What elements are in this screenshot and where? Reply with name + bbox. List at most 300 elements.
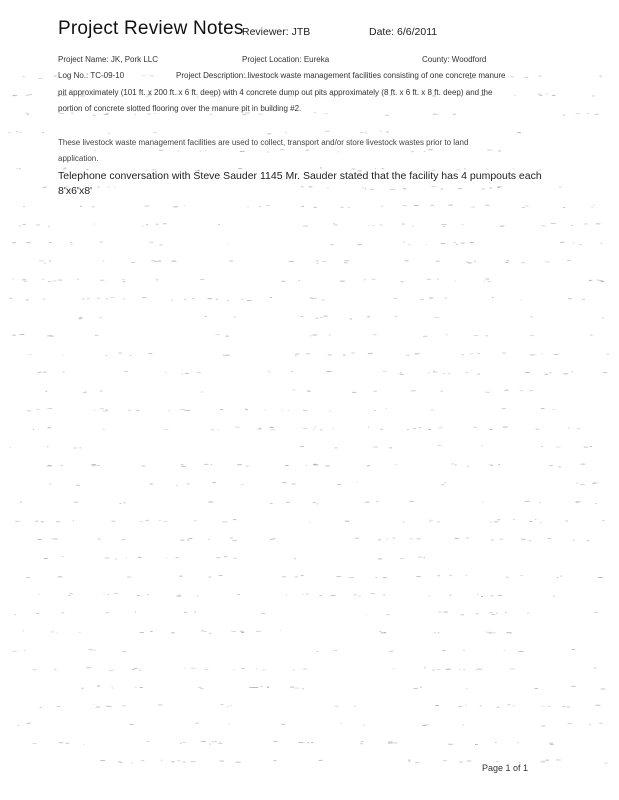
scan-speck — [142, 297, 147, 298]
scan-speck — [438, 575, 441, 576]
scan-speck — [358, 244, 362, 245]
scan-speck — [399, 374, 402, 375]
scan-speck — [444, 298, 447, 299]
scan-speck — [340, 723, 342, 724]
scan-speck — [489, 612, 493, 613]
scan-speck — [595, 705, 600, 706]
scan-speck — [224, 556, 227, 557]
scan-speck — [106, 355, 108, 356]
scan-speck — [498, 464, 500, 465]
scan-speck — [134, 114, 136, 115]
scan-speck — [393, 538, 395, 539]
scan-speck — [567, 260, 571, 261]
scan-speck — [142, 75, 145, 76]
scan-speck — [233, 540, 238, 541]
scan-speck — [595, 503, 597, 504]
scan-speck — [205, 150, 206, 151]
scan-speck — [130, 724, 134, 725]
scan-speck — [47, 335, 52, 336]
scan-speck — [43, 299, 46, 300]
scan-speck — [314, 207, 317, 208]
scan-speck — [97, 187, 99, 188]
scan-speck — [171, 632, 175, 633]
scan-speck — [257, 429, 261, 430]
scan-speck — [427, 279, 431, 280]
scan-speck — [502, 353, 506, 354]
scan-speck — [100, 408, 104, 409]
scan-speck — [292, 484, 295, 485]
scan-speck — [99, 538, 100, 539]
scan-speck — [435, 705, 439, 706]
scan-speck — [489, 429, 492, 430]
scan-speck — [319, 595, 322, 596]
scan-speck — [408, 761, 410, 762]
scan-speck — [317, 263, 319, 264]
scan-speck — [379, 631, 381, 632]
scan-speck — [306, 465, 307, 466]
scan-speck — [599, 723, 603, 724]
scan-speck — [401, 281, 404, 282]
scan-speck — [47, 446, 49, 447]
scan-speck — [444, 482, 446, 483]
scan-speck — [180, 409, 185, 410]
scan-speck — [241, 484, 244, 485]
scan-speck — [466, 575, 467, 576]
scan-speck — [118, 353, 122, 354]
scan-speck — [61, 465, 63, 466]
scan-speck — [589, 724, 592, 725]
scan-speck — [541, 726, 545, 727]
notes-paragraph-line-2: application. — [58, 154, 99, 163]
scan-speck — [529, 540, 531, 541]
scan-speck — [32, 669, 37, 670]
scan-speck — [184, 299, 185, 300]
scan-speck — [208, 539, 209, 540]
scan-speck — [147, 741, 149, 742]
scan-speck — [490, 522, 492, 523]
scan-speck — [442, 373, 445, 374]
scan-speck — [43, 372, 47, 373]
scan-speck — [403, 242, 404, 243]
scan-speck — [100, 280, 105, 281]
scan-speck — [226, 336, 229, 337]
scan-speck — [317, 261, 319, 262]
scan-speck — [154, 113, 155, 114]
scan-speck — [484, 281, 485, 282]
scan-speck — [100, 391, 102, 392]
scan-speck — [554, 354, 559, 355]
scan-speck — [573, 242, 575, 243]
scan-speck — [229, 723, 230, 724]
scan-speck — [230, 538, 233, 539]
project-location-field: Project Location: Eureka — [242, 55, 330, 64]
scan-speck — [150, 631, 152, 632]
scan-speck — [435, 317, 440, 318]
scan-speck — [184, 205, 186, 206]
scan-speck — [131, 763, 132, 764]
scan-speck — [492, 297, 493, 298]
scan-speck — [452, 464, 454, 465]
scan-speck — [429, 520, 433, 521]
scan-speck — [441, 189, 444, 190]
scan-speck — [313, 502, 316, 503]
scan-speck — [525, 205, 528, 206]
scan-speck — [66, 743, 70, 744]
scan-speck — [62, 355, 63, 356]
scan-speck — [201, 630, 204, 631]
scan-speck — [540, 522, 542, 523]
scan-speck — [219, 761, 224, 762]
scan-speck — [138, 557, 142, 558]
scan-speck — [455, 281, 457, 282]
scan-speck — [42, 132, 44, 133]
scan-speck — [271, 427, 274, 428]
scan-speck — [200, 279, 205, 280]
scan-speck — [77, 279, 79, 280]
scan-speck — [261, 686, 263, 687]
scan-speck — [52, 538, 55, 539]
scan-speck — [19, 226, 21, 227]
scan-speck — [60, 113, 65, 114]
scan-speck — [424, 667, 426, 668]
scan-speck — [449, 575, 452, 576]
scan-speck — [58, 280, 62, 281]
scan-speck — [108, 594, 110, 595]
scan-speck — [381, 206, 383, 207]
scan-speck — [233, 558, 237, 559]
scan-speck — [296, 354, 300, 355]
scan-speck — [106, 298, 108, 299]
scan-speck — [487, 150, 492, 151]
scan-speck — [76, 485, 80, 486]
scan-speck — [74, 502, 79, 503]
scan-speck — [50, 336, 54, 337]
scan-speck — [20, 334, 25, 335]
scan-speck — [428, 429, 431, 430]
scan-speck — [334, 650, 338, 651]
scan-speck — [43, 187, 47, 188]
scan-speck — [273, 538, 275, 539]
scan-speck — [495, 742, 497, 743]
scan-speck — [325, 466, 329, 467]
scan-speck — [527, 612, 529, 613]
scan-speck — [485, 335, 488, 336]
scan-speck — [124, 371, 128, 372]
scan-speck — [234, 317, 236, 318]
scan-speck — [419, 427, 422, 428]
scan-speck — [309, 522, 311, 523]
scan-speck — [486, 632, 489, 633]
scan-speck — [104, 594, 105, 595]
scan-speck — [41, 521, 44, 522]
scan-speck — [491, 540, 494, 541]
scan-speck — [545, 261, 550, 262]
scan-speck — [368, 317, 370, 318]
scan-speck — [317, 503, 318, 504]
scan-speck — [295, 576, 299, 577]
scan-speck — [324, 113, 327, 114]
scan-speck — [23, 224, 26, 225]
project-name-field: Project Name: JK, Pork LLC — [58, 55, 159, 64]
scan-speck — [499, 539, 503, 540]
scan-speck — [118, 761, 121, 762]
scan-speck — [270, 297, 272, 298]
scan-speck — [546, 760, 550, 761]
scan-speck — [165, 372, 166, 373]
scan-speck — [39, 260, 44, 261]
scan-speck — [502, 225, 505, 226]
scan-speck — [147, 594, 149, 595]
scan-speck — [260, 206, 262, 207]
county-field: County: Woodford — [422, 55, 487, 64]
scan-speck — [112, 521, 115, 522]
scan-speck — [26, 242, 31, 243]
scan-speck — [135, 612, 136, 613]
scan-speck — [227, 706, 229, 707]
scan-speck — [386, 614, 389, 615]
scan-speck — [541, 446, 543, 447]
scan-speck — [219, 575, 223, 576]
scan-speck — [158, 705, 163, 706]
scan-speck — [542, 353, 543, 354]
scan-speck — [100, 242, 103, 243]
scan-speck — [33, 743, 37, 744]
scan-speck — [267, 687, 269, 688]
scan-speck — [227, 355, 230, 356]
scan-speck — [230, 705, 232, 706]
scan-speck — [268, 371, 270, 372]
scan-speck — [82, 688, 84, 689]
scan-speck — [141, 760, 145, 761]
scan-speck — [112, 686, 113, 687]
scan-speck — [29, 94, 32, 95]
scan-speck — [210, 744, 211, 745]
scan-speck — [548, 706, 550, 707]
scan-speck — [494, 521, 498, 522]
scan-speck — [369, 225, 370, 226]
scan-speck — [299, 280, 300, 281]
scan-speck — [233, 519, 236, 520]
scan-speck — [212, 742, 215, 743]
scan-speck — [448, 205, 453, 206]
scan-speck — [26, 723, 31, 724]
scan-speck — [367, 465, 370, 466]
scan-speck — [245, 409, 247, 410]
scan-speck — [498, 151, 501, 152]
scan-speck — [294, 558, 296, 559]
scan-speck — [24, 281, 27, 282]
scan-speck — [455, 538, 457, 539]
scan-speck — [109, 670, 114, 671]
scan-speck — [601, 281, 605, 282]
scan-speck — [556, 447, 561, 448]
scan-speck — [436, 261, 440, 262]
scan-speck — [483, 501, 484, 502]
scan-speck — [539, 502, 541, 503]
scan-speck — [409, 501, 414, 502]
scan-speck — [208, 577, 211, 578]
scan-speck — [44, 558, 48, 559]
scan-speck — [498, 595, 502, 596]
scan-speck — [486, 392, 490, 393]
scan-speck — [12, 279, 14, 280]
scan-speck — [171, 300, 173, 301]
reviewer-field: Reviewer: JTB — [242, 26, 311, 38]
scan-speck — [262, 613, 266, 614]
scan-speck — [437, 279, 438, 280]
scan-speck — [209, 502, 214, 503]
scan-speck — [431, 205, 434, 206]
scan-speck — [262, 670, 265, 671]
scan-speck — [240, 631, 244, 632]
scan-speck — [273, 741, 277, 742]
scan-speck — [282, 281, 286, 282]
scan-speck — [156, 224, 159, 225]
scan-speck — [321, 299, 324, 300]
scan-speck — [303, 226, 308, 227]
scan-speck — [320, 317, 323, 318]
scan-speck — [302, 594, 303, 595]
scan-speck — [122, 705, 126, 706]
scan-speck — [12, 242, 16, 243]
scan-speck — [49, 484, 52, 485]
scan-speck — [529, 390, 532, 391]
scan-speck — [538, 94, 542, 95]
scan-speck — [151, 260, 154, 261]
scan-speck — [433, 114, 435, 115]
scan-speck — [320, 168, 322, 169]
scan-speck — [204, 464, 209, 465]
scan-speck — [431, 186, 436, 187]
scan-speck — [386, 408, 387, 409]
scan-speck — [440, 391, 443, 392]
scan-speck — [176, 261, 177, 262]
scan-speck — [200, 688, 203, 689]
scan-speck — [459, 669, 460, 670]
scan-speck — [164, 521, 168, 522]
scan-speck — [320, 429, 322, 430]
scan-speck — [241, 632, 244, 633]
scan-speck — [38, 594, 39, 595]
scan-speck — [135, 687, 137, 688]
scan-speck — [453, 114, 456, 115]
scan-speck — [146, 224, 148, 225]
scan-speck — [310, 298, 314, 299]
scan-speck — [407, 429, 409, 430]
scan-speck — [54, 76, 57, 77]
scan-speck — [411, 390, 416, 391]
scan-speck — [525, 372, 529, 373]
scan-speck — [42, 279, 44, 280]
scan-speck — [375, 410, 376, 411]
scan-speck — [505, 612, 507, 613]
scan-speck — [270, 539, 274, 540]
page-title: Project Review Notes — [58, 18, 244, 39]
scan-speck — [80, 206, 82, 207]
scan-speck — [13, 95, 17, 96]
scan-speck — [83, 744, 84, 745]
scan-speck — [376, 577, 377, 578]
scan-speck — [8, 132, 11, 133]
scan-speck — [368, 353, 373, 354]
scan-speck — [553, 409, 555, 410]
scan-speck — [594, 668, 596, 669]
scan-speck — [91, 464, 94, 465]
scan-speck — [269, 427, 272, 428]
scan-speck — [205, 316, 207, 317]
scan-speck — [468, 263, 472, 264]
scan-speck — [447, 669, 451, 670]
scan-speck — [194, 612, 196, 613]
scan-speck — [365, 502, 369, 503]
scan-speck — [506, 632, 511, 633]
scan-speck — [27, 114, 29, 115]
scan-speck — [313, 335, 317, 336]
scan-speck — [285, 465, 289, 466]
scan-speck — [590, 335, 593, 336]
scan-speck — [573, 540, 575, 541]
scan-speck — [592, 96, 595, 97]
scan-speck — [521, 575, 523, 576]
scan-speck — [36, 225, 40, 226]
scan-speck — [219, 742, 221, 743]
scan-speck — [19, 168, 21, 169]
scan-speck — [481, 596, 483, 597]
scan-speck — [237, 464, 242, 465]
scan-speck — [176, 596, 181, 597]
scan-speck — [496, 613, 498, 614]
scan-speck — [328, 355, 332, 356]
scan-speck — [62, 372, 65, 373]
scan-speck — [338, 151, 339, 152]
scan-speck — [539, 76, 542, 77]
scan-speck — [301, 186, 303, 187]
scan-speck — [307, 742, 309, 743]
scan-speck — [461, 614, 464, 615]
scan-speck — [71, 242, 72, 243]
scan-speck — [291, 371, 293, 372]
scan-speck — [26, 299, 29, 300]
scan-speck — [386, 131, 389, 132]
scan-speck — [94, 224, 95, 225]
scan-speck — [437, 669, 441, 670]
scan-speck — [428, 372, 430, 373]
scan-speck — [314, 112, 316, 113]
scan-speck — [268, 687, 269, 688]
scan-speck — [489, 633, 492, 634]
scan-speck — [380, 131, 381, 132]
scan-speck — [26, 95, 29, 96]
scan-speck — [418, 557, 422, 558]
scan-speck — [405, 260, 409, 261]
scan-speck — [270, 429, 275, 430]
scan-speck — [459, 762, 463, 763]
scan-speck — [166, 558, 167, 559]
scan-speck — [563, 115, 566, 116]
scan-speck — [103, 411, 108, 412]
scan-speck — [12, 335, 16, 336]
scan-speck — [282, 410, 283, 411]
scan-speck — [176, 557, 179, 558]
scan-speck — [416, 576, 420, 577]
scan-speck — [474, 335, 479, 336]
scan-speck — [599, 76, 602, 77]
scan-speck — [511, 633, 512, 634]
scan-speck — [106, 612, 109, 613]
date-field: Date: 6/6/2011 — [369, 26, 438, 38]
scan-speck — [340, 281, 345, 282]
scan-speck — [439, 427, 443, 428]
